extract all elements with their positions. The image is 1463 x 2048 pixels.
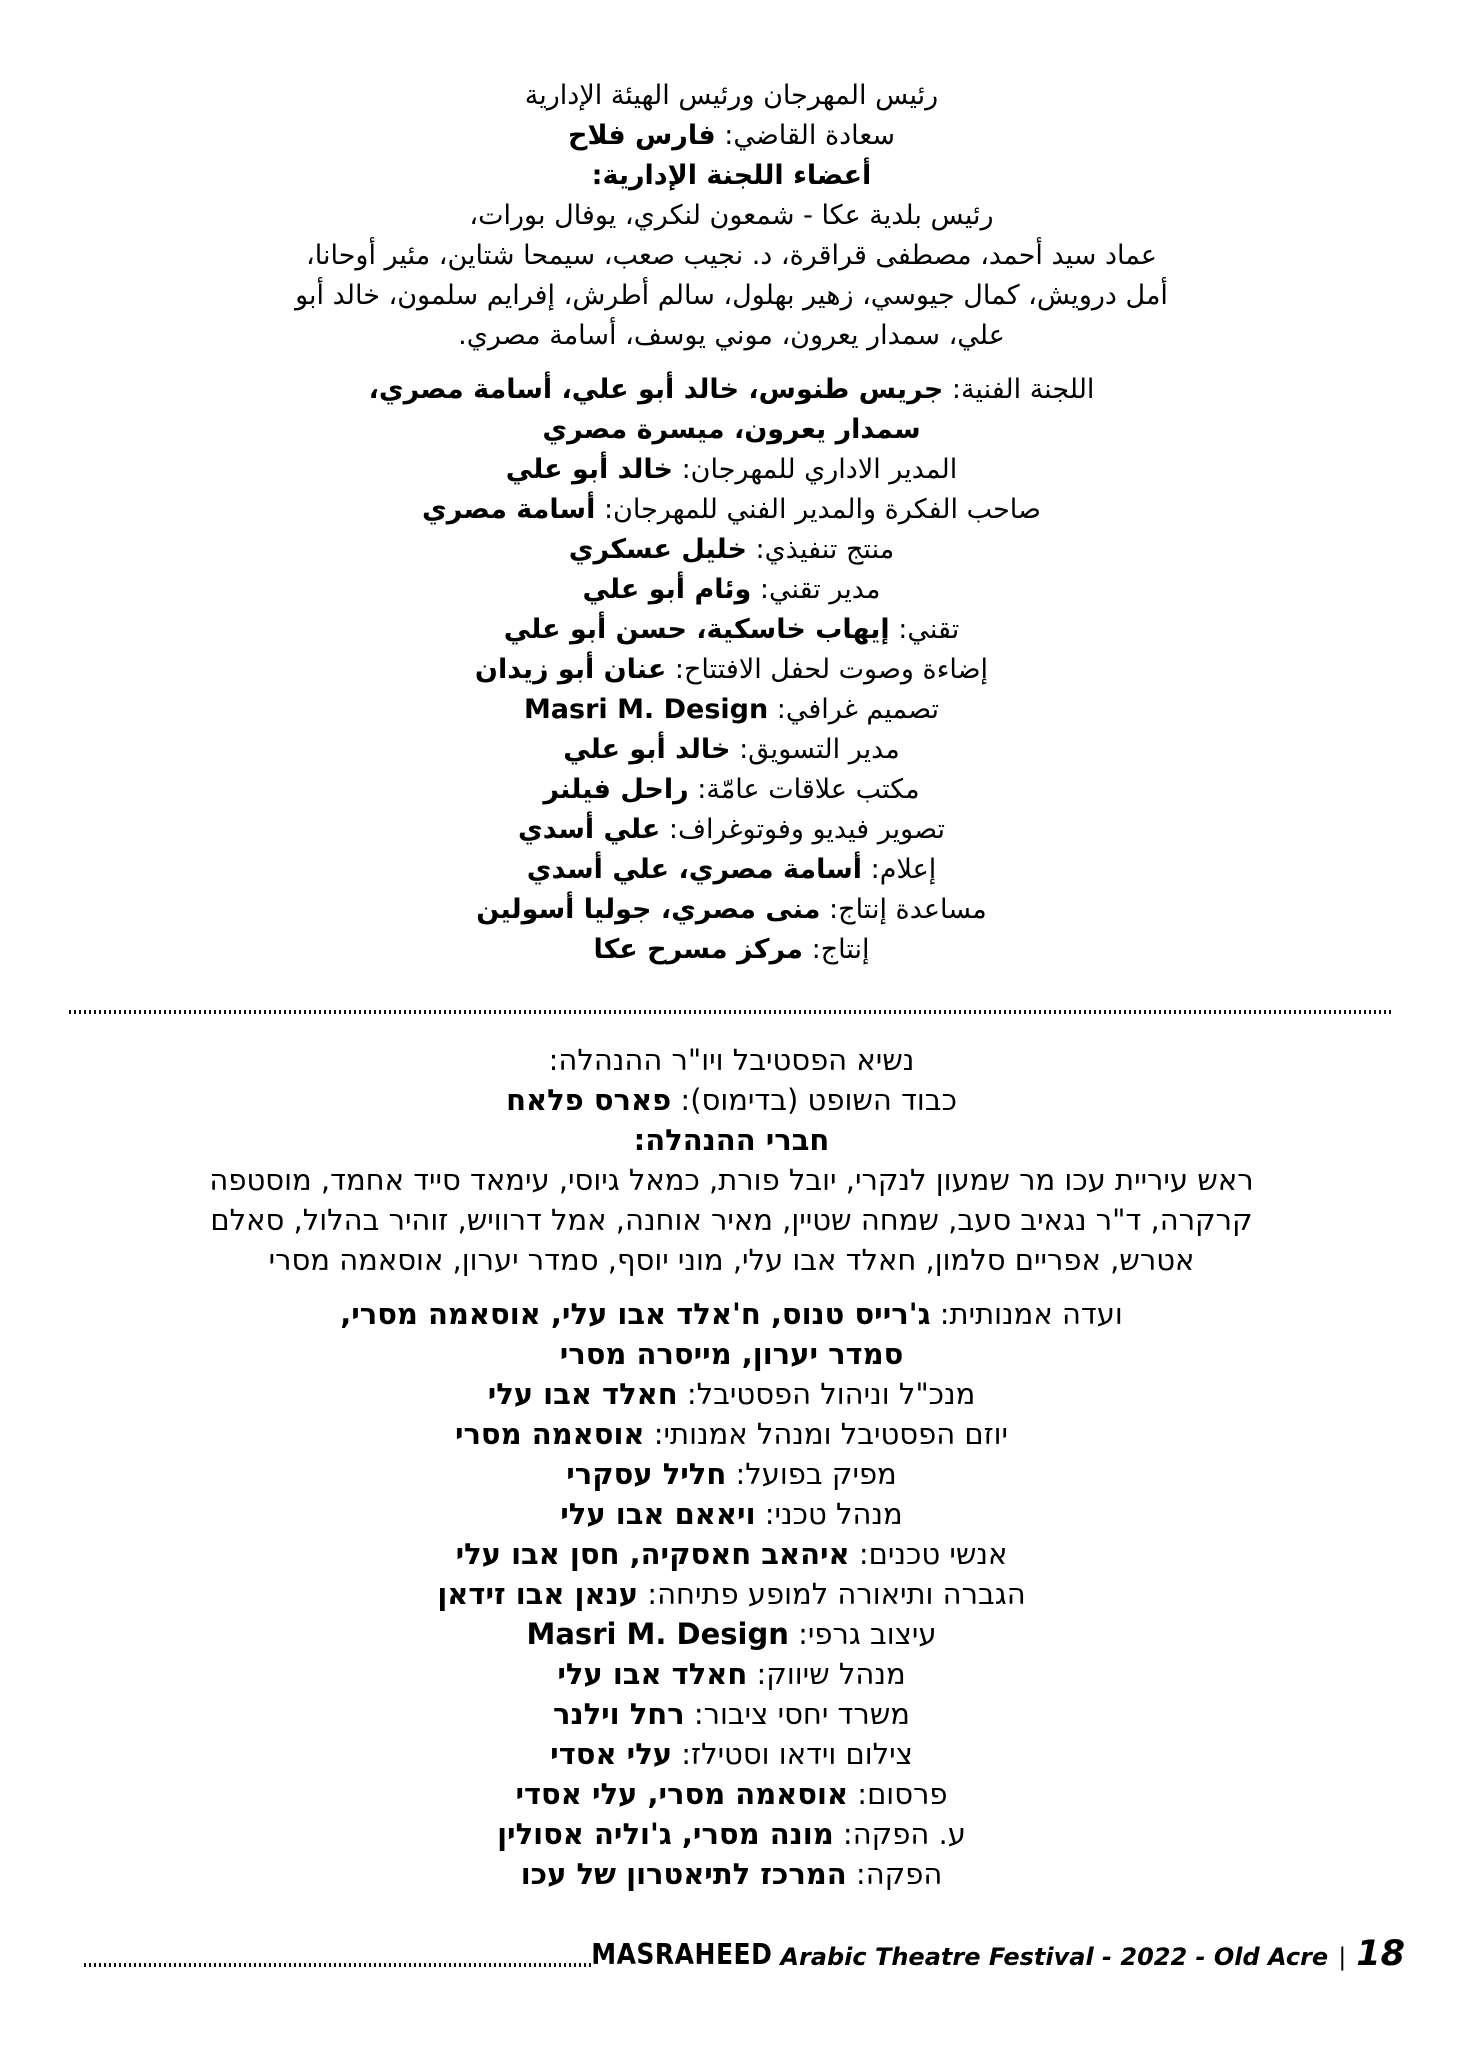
- credit-label-text: المدير الاداري للمهرجان:: [673, 454, 958, 485]
- brand-logo-masraheed: MASRAHEED: [591, 1937, 773, 1971]
- credit-label-text: عماد سيد أحمد، مصطفى قراقرة، د. نجيب صعب، سيمحا شتاين، مئير أوحانا،: [306, 240, 1157, 271]
- credit-name-text: רחל וילנר: [552, 1697, 685, 1731]
- credit-label-text: علي، سمدار يعرون، موني يوسف، أسامة مصري.: [458, 320, 1005, 351]
- credit-line: [0, 890, 1463, 930]
- credit-label-text: اللجنة الفنية:: [943, 374, 1095, 405]
- credit-line: [0, 156, 1463, 196]
- credit-label-text: מנהל טכני:: [755, 1497, 903, 1531]
- credit-line: [0, 690, 1463, 730]
- credit-name-text: فارس فلاح: [567, 120, 716, 151]
- credit-name-text: مركز مسرح عكا: [593, 934, 804, 965]
- credit-line: [0, 196, 1463, 236]
- credit-label-text: מנהל שיווק:: [747, 1657, 906, 1691]
- credit-label-text: אטרש, אפריים סלמון, חאלד אבו עלי, מוני יוסף, סמדר יערון, אוסאמה מסרי: [268, 1243, 1195, 1277]
- page-number: 18: [1356, 1934, 1405, 1974]
- credit-name-text: ענאן אבו זידאן: [437, 1577, 639, 1611]
- credit-name-text: מונה מסרי, ג'וליה אסולין: [497, 1817, 834, 1851]
- credit-line: [0, 1414, 1463, 1454]
- credit-name-text: חאלד אבו עלי: [557, 1657, 748, 1691]
- credit-name-text: עלי אסדי: [550, 1737, 673, 1771]
- credit-line: [0, 850, 1463, 890]
- credit-line: [0, 1654, 1463, 1694]
- credit-label-text: אנשי טכנים:: [849, 1537, 1008, 1571]
- credit-label-text: إنتاج:: [803, 934, 870, 965]
- credit-group: [0, 76, 1463, 356]
- credit-name-text: أسامة مصري، علي أسدي: [526, 854, 863, 885]
- credit-line: [0, 490, 1463, 530]
- credit-name-text: ג'רייס טנוס, ח'אלד אבו עלי, אוסאמה מסרי,: [340, 1297, 931, 1331]
- credit-label-text: משרד יחסי ציבור:: [684, 1697, 910, 1731]
- credit-label-text: קרקרה, ד"ר נגאיב סעב, שמחה שטיין, מאיר אוחנה, אמל דרוויש, זוהיר בהלול, סאלם: [210, 1203, 1253, 1237]
- credit-line: [0, 1200, 1463, 1240]
- credit-name-text: خالد أبو علي: [563, 734, 731, 765]
- credit-line: [0, 316, 1463, 356]
- credit-label-text: مساعدة إنتاج:: [820, 894, 987, 925]
- footer-text: [591, 1934, 1405, 1974]
- credit-name-text: חברי ההנהלה:: [633, 1123, 830, 1157]
- credit-label-text: مدير تقني:: [751, 574, 881, 605]
- credit-line: [0, 1854, 1463, 1894]
- credit-line: [0, 1494, 1463, 1534]
- credit-label-text: כבוד השופט (בדימוס):: [671, 1083, 957, 1117]
- credit-name-text: إيهاب خاسكية، حسن أبو علي: [503, 614, 890, 645]
- credit-name-text: أعضاء اللجنة الإدارية:: [591, 160, 872, 191]
- credit-label-text: تقني:: [889, 614, 960, 645]
- credit-name-text: جريس طنوس، خالد أبو علي، أسامة مصري،: [368, 374, 944, 405]
- credit-label-text: رئيس بلدية عكا - شمعون لنكري، يوفال بورات،: [469, 200, 994, 231]
- credit-line: [0, 730, 1463, 770]
- section-divider-dotted-line: [69, 1010, 1394, 1014]
- credit-label-text: יוזם הפסטיבל ומנהל אמנותי:: [644, 1417, 1009, 1451]
- credit-line: [0, 1334, 1463, 1374]
- credit-line: [0, 1574, 1463, 1614]
- credit-label-text: הגברה ותיאורה למופע פתיחה:: [638, 1577, 1026, 1611]
- credit-label-text: تصميم غرافي:: [768, 694, 940, 725]
- credit-name-text: Masri M. Design: [523, 694, 769, 725]
- arabic-credits-section: [0, 76, 1463, 970]
- credit-label-text: أمل درويش، كمال جيوسي، زهير بهلول، سالم أطرش، إفرايم سلمون، خالد أبو: [295, 280, 1168, 311]
- credit-label-text: إعلام:: [862, 854, 937, 885]
- credit-name-text: סמדר יערון, מייסרה מסרי: [559, 1337, 904, 1371]
- credit-name-text: راحل فيلنر: [543, 774, 689, 805]
- credit-label-text: تصوير فيديو وفوتوغراف:: [660, 814, 946, 845]
- credit-name-text: عنان أبو زيدان: [474, 654, 667, 685]
- credit-name-text: سمدار يعرون، ميسرة مصري: [542, 414, 921, 445]
- page-footer: [84, 1934, 1405, 1974]
- credit-name-text: המרכז לתיאטרון של עכו: [520, 1857, 847, 1891]
- credit-line: [0, 370, 1463, 410]
- credit-line: [0, 530, 1463, 570]
- credit-line: [0, 610, 1463, 650]
- credit-label-text: צילום וידאו וסטילז:: [672, 1737, 913, 1771]
- credit-line: [0, 1240, 1463, 1280]
- footer-festival-title: Arabic Theatre Festival - 2022 - Old Acre: [780, 1943, 1329, 1971]
- credit-label-text: נשיא הפסטיבל ויו"ר ההנהלה:: [548, 1043, 915, 1077]
- credit-name-text: علي أسدي: [517, 814, 661, 845]
- credit-label-text: הפקה:: [846, 1857, 943, 1891]
- credit-label-text: מפיק בפועל:: [726, 1457, 897, 1491]
- credit-line: [0, 1534, 1463, 1574]
- credit-name-text: منى مصري، جوليا أسولين: [476, 894, 821, 925]
- credit-name-text: Masri M. Design: [526, 1617, 789, 1651]
- credit-line: [0, 1160, 1463, 1200]
- hebrew-credits-section: [0, 1040, 1463, 1894]
- credit-name-text: חליל עסקרי: [566, 1457, 727, 1491]
- credit-line: [0, 1374, 1463, 1414]
- credit-line: [0, 236, 1463, 276]
- credit-line: [0, 1814, 1463, 1854]
- credit-line: [0, 810, 1463, 850]
- credit-line: [0, 1734, 1463, 1774]
- credit-name-text: وئام أبو علي: [582, 574, 752, 605]
- credit-name-text: אוסאמה מסרי: [454, 1417, 645, 1451]
- credit-line: [0, 1294, 1463, 1334]
- credit-label-text: إضاءة وصوت لحفل الافتتاح:: [666, 654, 989, 685]
- credit-label-text: ועדה אמנותית:: [930, 1297, 1123, 1331]
- credit-line: [0, 116, 1463, 156]
- credit-line: [0, 76, 1463, 116]
- credit-group: [0, 1294, 1463, 1894]
- credit-name-text: خليل عسكري: [568, 534, 747, 565]
- credit-name-text: איהאב חאסקיה, חסן אבו עלי: [455, 1537, 850, 1571]
- credit-label-text: مدير التسويق:: [730, 734, 900, 765]
- credit-line: [0, 410, 1463, 450]
- credit-name-text: أسامة مصري: [422, 494, 596, 525]
- credit-label-text: مكتب علاقات عامّة:: [688, 774, 920, 805]
- credit-label-text: سعادة القاضي:: [715, 120, 895, 151]
- credit-label-text: עיצוב גרפי:: [788, 1617, 937, 1651]
- credit-label-text: رئيس المهرجان ورئيس الهيئة الإدارية: [524, 80, 939, 111]
- credit-line: [0, 1120, 1463, 1160]
- credit-line: [0, 450, 1463, 490]
- credit-line: [0, 1454, 1463, 1494]
- credit-line: [0, 930, 1463, 970]
- credit-label-text: ראש עיריית עכו מר שמעון לנקרי, יובל פורת, כמאל גיוסי, עימאד סייד אחמד, מוסטפה: [209, 1163, 1254, 1197]
- credit-line: [0, 1040, 1463, 1080]
- credit-label-text: صاحب الفكرة والمدير الفني للمهرجان:: [595, 494, 1041, 525]
- credit-line: [0, 1774, 1463, 1814]
- credit-line: [0, 570, 1463, 610]
- credit-label-text: פרסום:: [848, 1777, 948, 1811]
- credit-group: [0, 370, 1463, 970]
- credit-name-text: חאלד אבו עלי: [487, 1377, 678, 1411]
- credit-label-text: منتج تنفيذي:: [746, 534, 895, 565]
- credit-name-text: خالد أبو علي: [505, 454, 673, 485]
- credit-line: [0, 650, 1463, 690]
- credit-line: [0, 1694, 1463, 1734]
- credit-line: [0, 1080, 1463, 1120]
- footer-dotted-leader: [84, 1963, 591, 1967]
- credit-name-text: ויאאם אבו עלי: [560, 1497, 756, 1531]
- credit-line: [0, 770, 1463, 810]
- credit-line: [0, 276, 1463, 316]
- credit-label-text: מנכ"ל וניהול הפסטיבל:: [677, 1377, 976, 1411]
- credit-name-text: פארס פלאח: [506, 1083, 672, 1117]
- footer-separator: |: [1338, 1943, 1347, 1971]
- credit-label-text: ע. הפקה:: [833, 1817, 966, 1851]
- credit-group: [0, 1040, 1463, 1280]
- credit-name-text: אוסאמה מסרי, עלי אסדי: [515, 1777, 849, 1811]
- credit-line: [0, 1614, 1463, 1654]
